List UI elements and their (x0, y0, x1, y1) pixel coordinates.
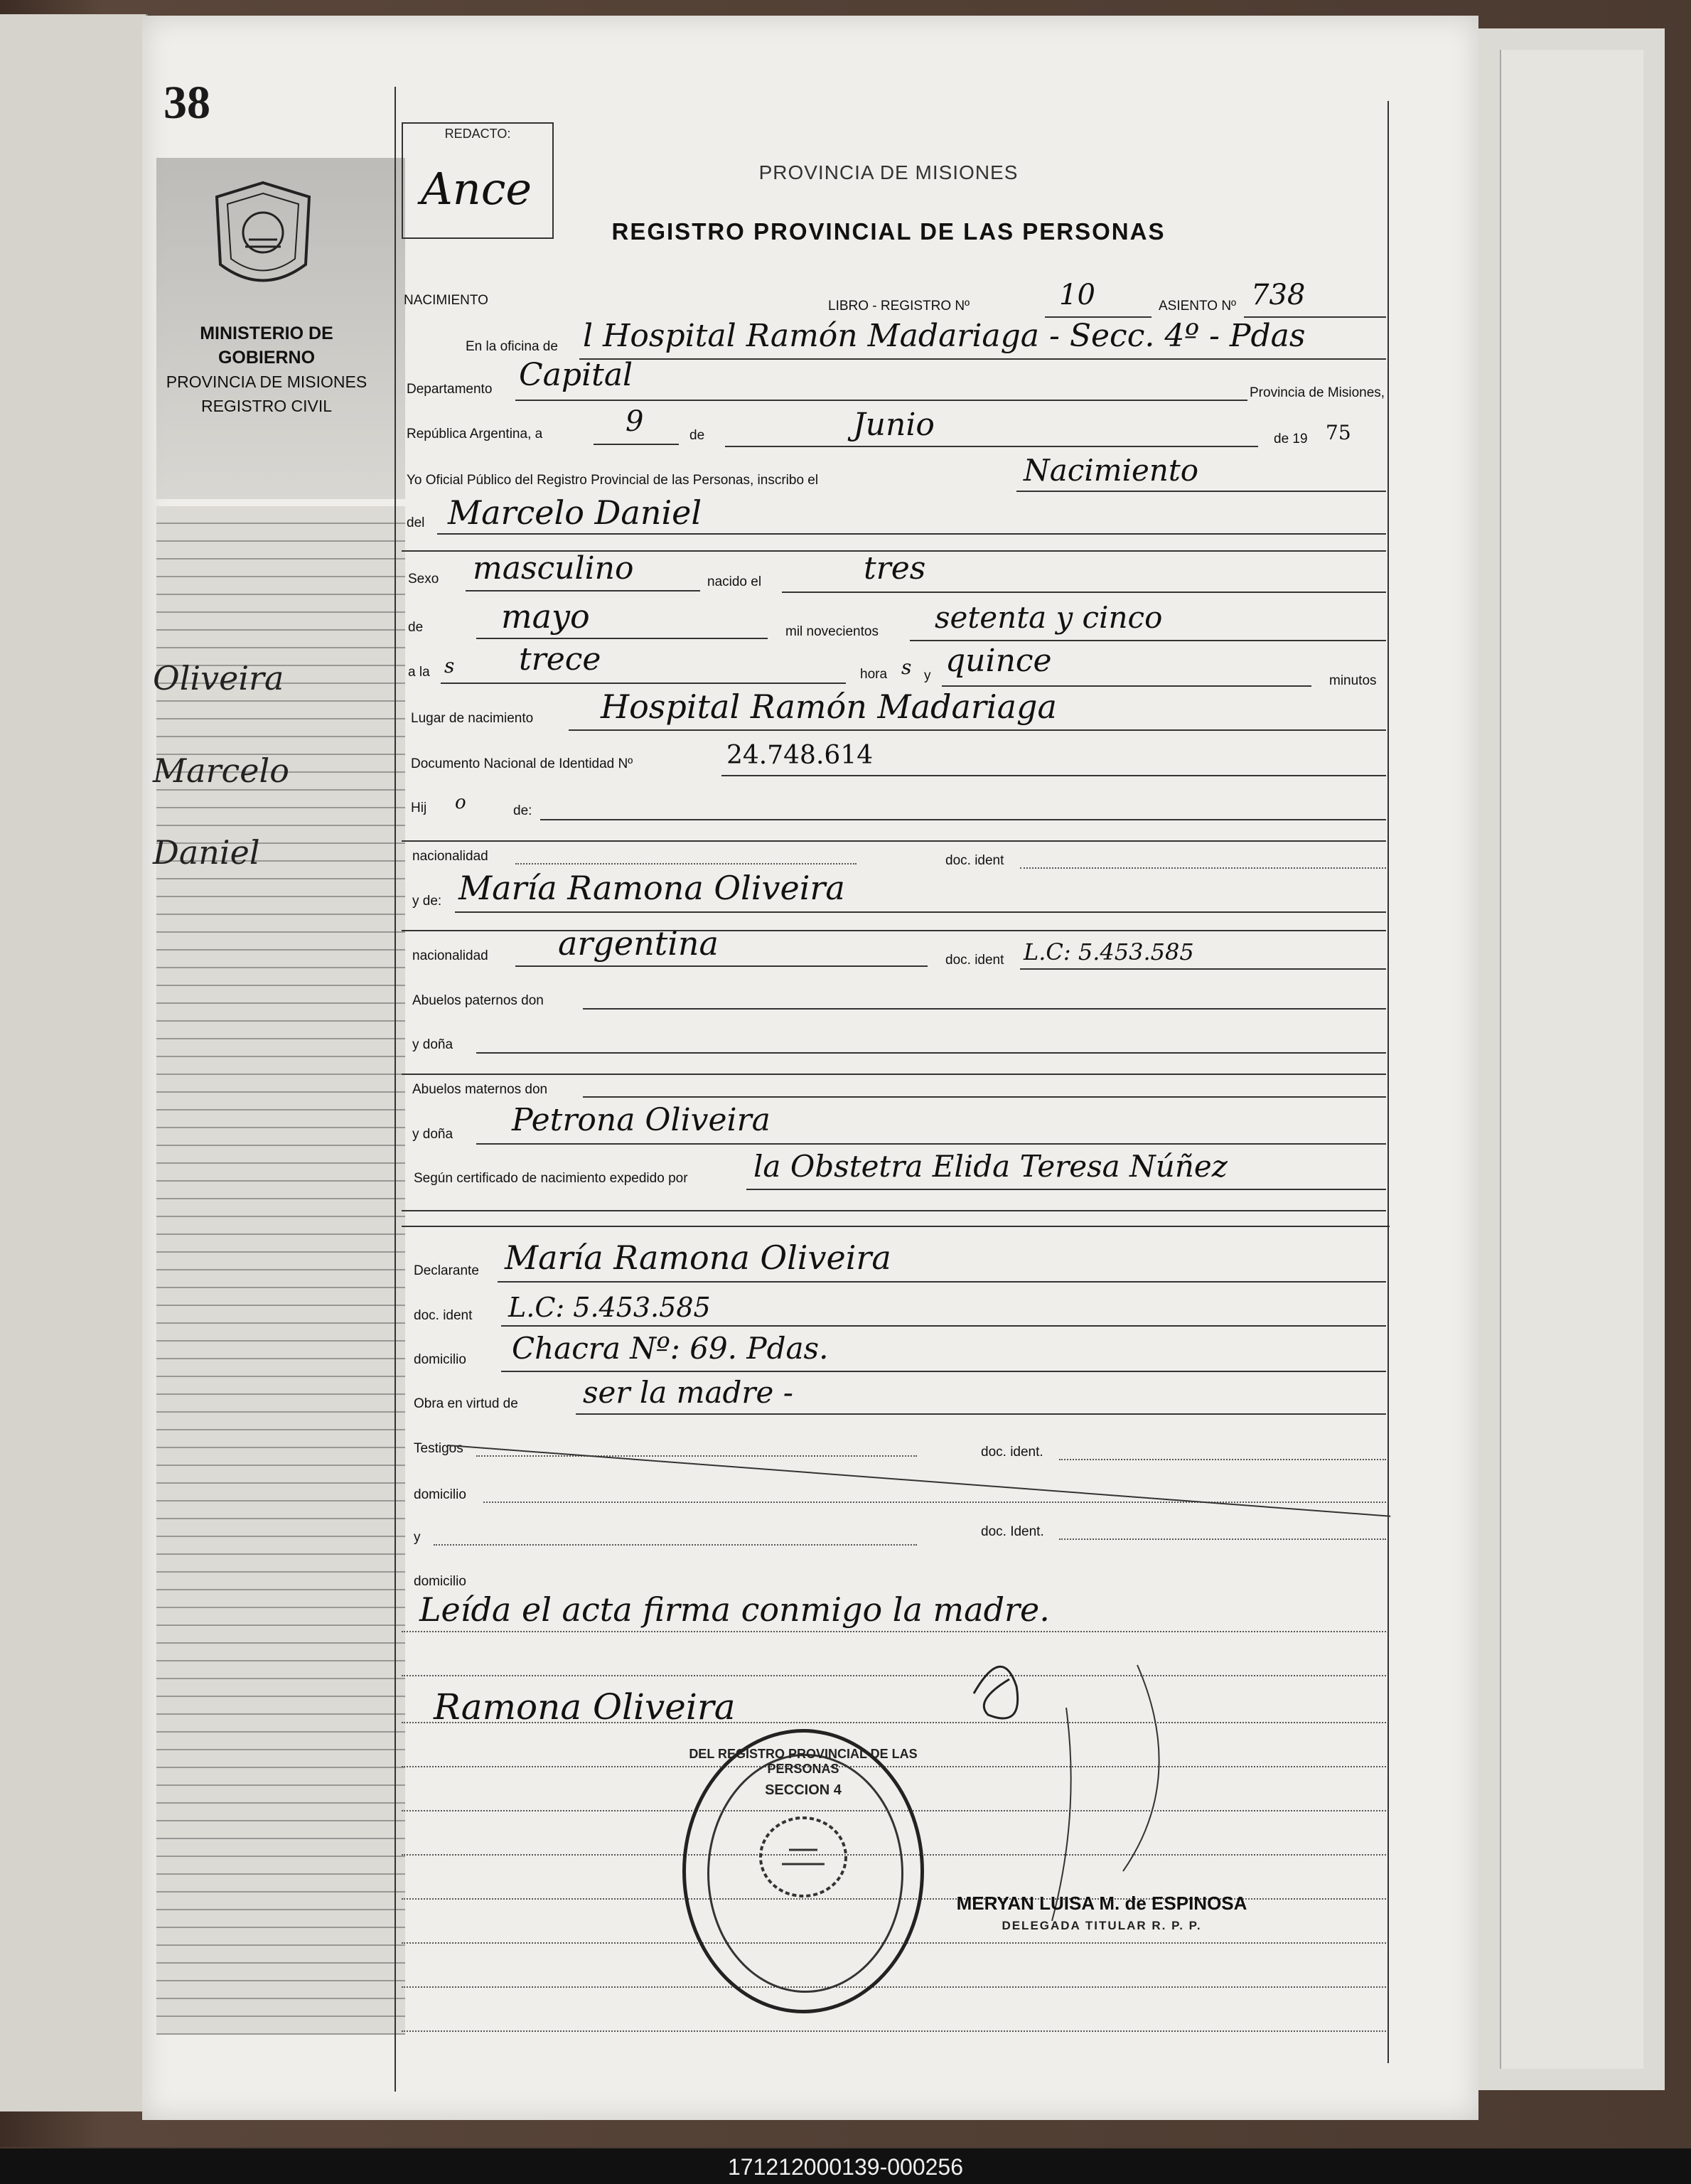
departamento-line (515, 400, 1247, 401)
obra-value: ser la madre - (583, 1375, 793, 1410)
nacido-value: tres (864, 550, 926, 587)
lugar-line (569, 729, 1386, 731)
declarante-line (498, 1281, 1386, 1283)
margin-surname: Oliveira (153, 659, 284, 697)
mes-line (725, 446, 1258, 447)
ydona1-line (476, 1052, 1386, 1054)
stamp-center-text: SECCION 4 (765, 1782, 842, 1798)
segun-line-2 (402, 1210, 1386, 1211)
nacionalidad2-label: nacionalidad (412, 948, 488, 963)
oficina-line (579, 358, 1386, 360)
dni-value: 24.748.614 (726, 741, 874, 770)
facing-page (0, 14, 148, 2111)
yde-label: y de: (412, 894, 442, 909)
ministry-province: PROVINCIA DE MISIONES (166, 373, 367, 391)
asiento-label: ASIENTO Nº (1159, 299, 1236, 314)
de-label: de (689, 428, 705, 443)
docident3-label: doc. ident (414, 1308, 473, 1323)
abuelos-maternos-label: Abuelos maternos don (412, 1082, 548, 1097)
ministry-registry: REGISTRO CIVIL (200, 397, 333, 415)
segun-value: la Obstetra Elida Teresa Núñez (753, 1149, 1228, 1184)
domicilio1-label: domicilio (414, 1352, 466, 1367)
y-label: y (924, 668, 931, 683)
registry-title: REGISTRO PROVINCIAL DE LAS PERSONAS (611, 218, 1166, 245)
margin-first-name: Marcelo (153, 751, 289, 790)
nacionalidad1-line (515, 863, 857, 864)
mil-label: mil novecientos (785, 624, 879, 639)
dni-label: Documento Nacional de Identidad Nº (411, 756, 633, 771)
docident5-label: doc. Ident. (981, 1524, 1044, 1539)
obra-line (576, 1413, 1386, 1415)
abuelos-paternos-line (583, 1008, 1386, 1010)
departamento-label: Departamento (407, 382, 493, 397)
docident4-line (1059, 1459, 1386, 1460)
de2-value: mayo (501, 597, 590, 636)
ala-label: a la (408, 665, 430, 680)
asiento-value: 738 (1251, 279, 1306, 311)
closing-line-2 (402, 1675, 1386, 1676)
margin-second-name: Daniel (153, 833, 260, 872)
sig-line-8 (402, 2030, 1386, 2032)
ala-line (441, 682, 846, 684)
libro-value: 10 (1059, 279, 1095, 311)
yo-oficial-value: Nacimiento (1024, 453, 1199, 488)
docident2-value: L.C: 5.453.585 (1024, 938, 1194, 965)
dia-value: 9 (626, 405, 644, 438)
ala-suffix: s (444, 654, 455, 678)
nacimiento-label: NACIMIENTO (404, 293, 488, 308)
ala-value: trece (519, 641, 601, 678)
lugar-label: Lugar de nacimiento (411, 711, 534, 726)
yde-line-2 (402, 930, 1386, 931)
libro-label: LIBRO - REGISTRO Nº (828, 299, 970, 314)
delegate-name: MERYAN LUISA M. de ESPINOSA (956, 1893, 1247, 1914)
ydona2-label: y doña (412, 1127, 453, 1142)
cancel-stroke (448, 1445, 1390, 1517)
abuelos-paternos-label: Abuelos paternos don (412, 993, 544, 1008)
margin-ruled-lines (156, 506, 405, 2035)
closing-line (402, 1631, 1386, 1632)
nacionalidad1-label: nacionalidad (412, 849, 488, 864)
docident2-line (1020, 968, 1386, 970)
de2-label: de (408, 620, 424, 635)
ministry-name: MINISTERIO DE GOBIERNO (200, 323, 333, 368)
hij-line (540, 819, 1386, 820)
redacto-box (402, 122, 554, 239)
ydona2-line (476, 1143, 1386, 1145)
minutos-line (942, 685, 1311, 687)
ministry-heading (149, 321, 384, 418)
sexo-value: masculino (473, 550, 634, 587)
y3-label: y (414, 1530, 421, 1545)
hij-suffix: o (455, 792, 466, 813)
segun-line (746, 1189, 1386, 1190)
yde-value: María Ramona Oliveira (458, 869, 845, 907)
docident3-line (501, 1325, 1386, 1327)
sig-line-7 (402, 1986, 1386, 1988)
abuelos-maternos-line (583, 1096, 1386, 1098)
nacido-line (782, 592, 1386, 593)
hij-line-2 (402, 840, 1386, 842)
hij-de-label: de: (513, 803, 532, 818)
docident1-line (1020, 867, 1386, 869)
del-label: del (407, 515, 425, 530)
ydona2-value: Petrona Oliveira (512, 1102, 771, 1138)
sig-line-1 (402, 1722, 1386, 1723)
mes-value: Junio (853, 407, 935, 443)
provincial-seal-icon (210, 179, 316, 296)
ydona1-label: y doña (412, 1037, 453, 1052)
del-value: Marcelo Daniel (448, 493, 702, 532)
testigos-label: Testigos (414, 1441, 463, 1456)
domicilio1-value: Chacra Nº: 69. Pdas. (512, 1331, 829, 1366)
stamp-emblem-icon (753, 1811, 853, 1903)
official-stamp (682, 1729, 924, 2013)
del-line (437, 533, 1386, 535)
left-rule (394, 87, 396, 2092)
stamp-ring-text: DEL REGISTRO PROVINCIAL DE LAS PERSONAS (689, 1747, 918, 1776)
dia-line (594, 444, 679, 445)
mil-value: setenta y cinco (935, 600, 1163, 635)
provincia-label: Provincia de Misiones, (1250, 385, 1385, 400)
nacionalidad2-value: argentina (558, 924, 719, 963)
ydona1-line-2 (402, 1074, 1386, 1075)
oficina-value: l Hospital Ramón Madariaga - Secc. 4º - Pdas (583, 318, 1306, 354)
declarante-label: Declarante (414, 1263, 479, 1278)
page-stack-inner (1500, 50, 1643, 2069)
docident3-value: L.C: 5.453.585 (508, 1292, 711, 1323)
segun-label: Según certificado de nacimiento expedido por (414, 1171, 688, 1186)
delegate-title: DELEGADA TITULAR R. P. P. (1002, 1919, 1202, 1932)
official-signature-icon (960, 1637, 1194, 1935)
sexo-label: Sexo (408, 572, 439, 587)
redacto-label: REDACTO: (444, 127, 511, 141)
docident1-label: doc. ident (945, 853, 1004, 868)
birth-certificate-page (142, 16, 1478, 2120)
declarant-signature: Ramona Oliveira (434, 1686, 736, 1728)
minutos-value: quince (945, 643, 1052, 679)
section-separator (402, 1226, 1390, 1227)
domicilio1-line (501, 1371, 1386, 1372)
yde-line (455, 911, 1386, 913)
anio-label: de 19 (1274, 432, 1308, 446)
minutos-label: minutos (1329, 673, 1377, 688)
testigos-line (476, 1455, 917, 1457)
nacido-label: nacido el (707, 574, 762, 589)
mil-line (910, 640, 1386, 641)
lugar-value: Hospital Ramón Madariaga (601, 687, 1057, 726)
departamento-value: Capital (519, 357, 633, 393)
closing-note: Leída el acta firma conmigo la madre. (419, 1590, 1050, 1629)
province-title: PROVINCIA DE MISIONES (758, 161, 1019, 183)
nacionalidad2-line (515, 965, 928, 967)
y3-line (434, 1544, 917, 1546)
hij-label: Hij (411, 801, 427, 815)
sexo-line (466, 590, 700, 592)
obra-label: Obra en virtud de (414, 1396, 518, 1411)
docident5-line (1059, 1538, 1386, 1540)
horas-label: hora (860, 667, 888, 682)
yo-oficial-label: Yo Oficial Público del Registro Provincial de las Personas, inscribo el (407, 473, 819, 488)
docident4-label: doc. ident. (981, 1445, 1043, 1460)
de2-line (476, 638, 768, 639)
right-rule (1387, 101, 1389, 2063)
republica-label: República Argentina, a (407, 427, 543, 441)
declarante-value: María Ramona Oliveira (505, 1238, 891, 1277)
docident2-label: doc. ident (945, 953, 1004, 968)
domicilio2-label: domicilio (414, 1487, 466, 1502)
yo-oficial-line (1016, 491, 1386, 492)
delegate-block (938, 1893, 1265, 1933)
horas-suffix: s (901, 655, 912, 679)
domicilio2-line (483, 1502, 1386, 1503)
redacto-signature: Ance (421, 163, 532, 215)
dni-line (721, 775, 1386, 776)
footer-id: 171212000139-000256 (728, 2154, 963, 2180)
page-number: 38 (163, 77, 210, 129)
domicilio3-label: domicilio (414, 1574, 466, 1589)
anio-value: 75 (1326, 421, 1351, 444)
oficina-label: En la oficina de (466, 339, 558, 354)
